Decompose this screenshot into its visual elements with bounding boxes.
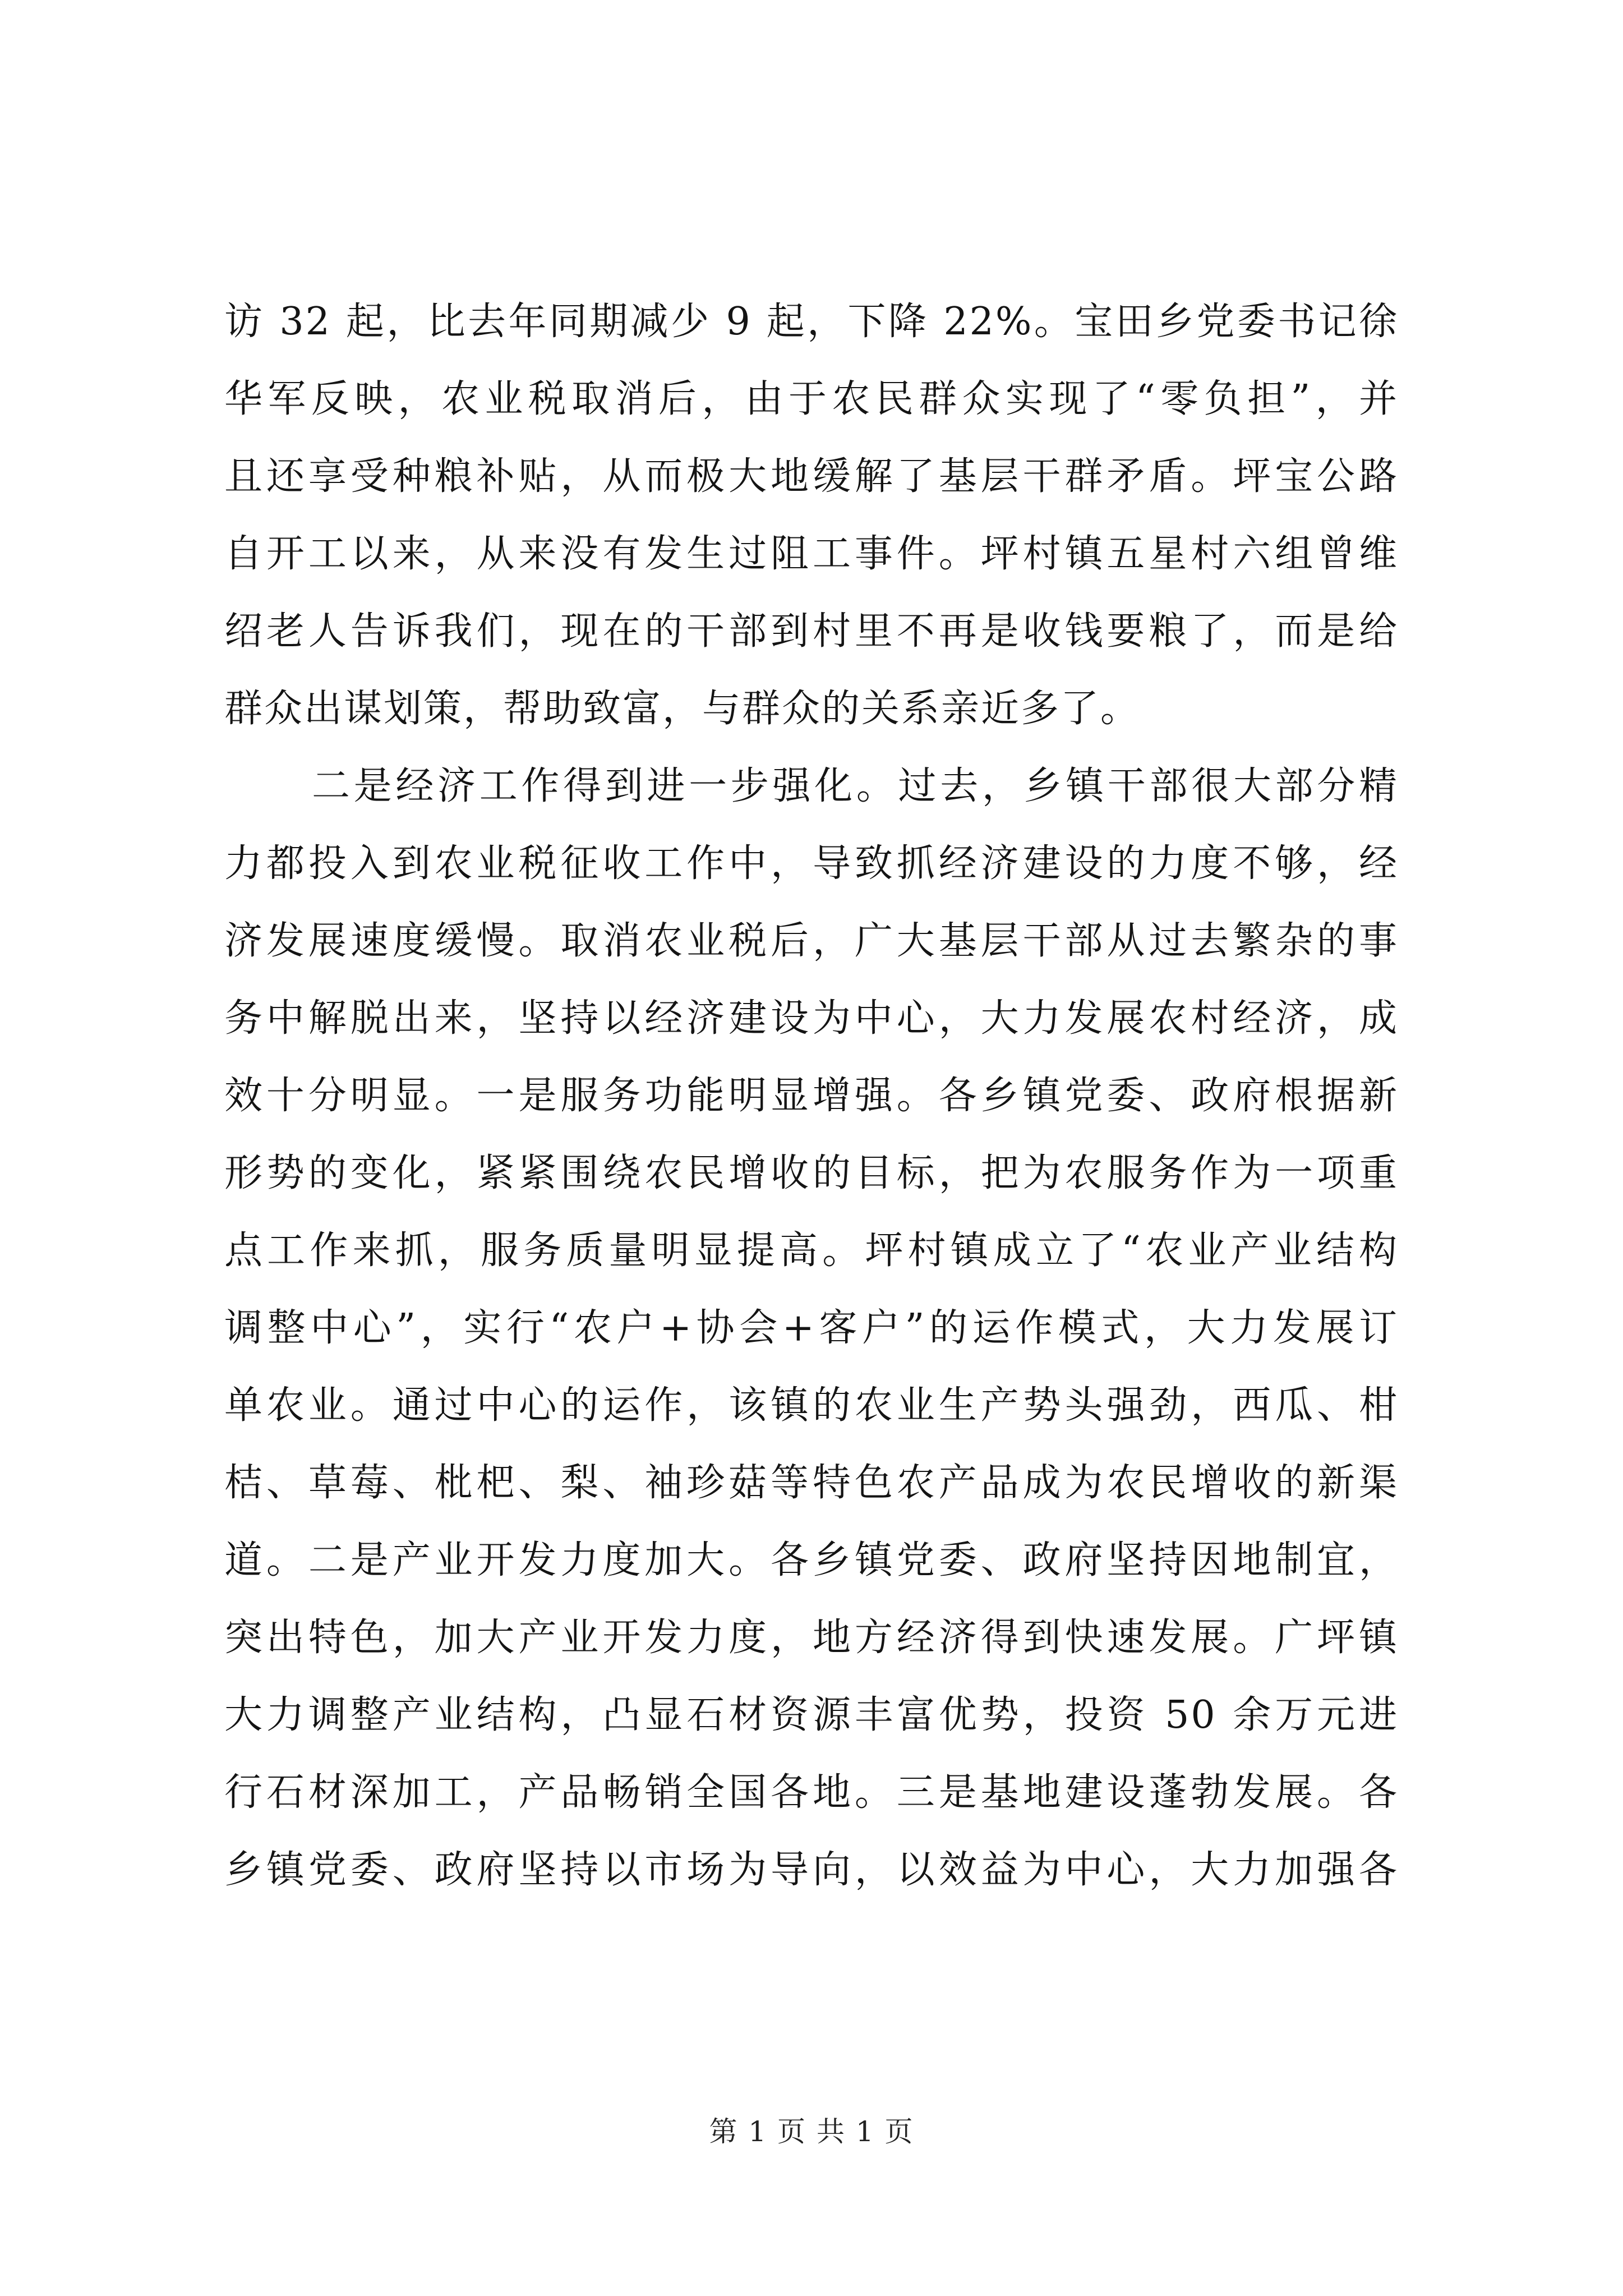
text-line: 大力调整产业结构，凸显石材资源丰富优势，投资 50 余万元进 [224, 1693, 1399, 1737]
text-line: 且还享受种粮补贴，从而极大地缓解了基层干群矛盾。坪宝公路 [224, 454, 1399, 499]
text-line: 桔、草莓、枇杷、梨、袖珍菇等特色农产品成为农民增收的新渠 [224, 1461, 1399, 1505]
text-line: 务中解脱出来，坚持以经济建设为中心，大力发展农村经济，成 [224, 996, 1399, 1041]
text-line: 单农业。通过中心的运作，该镇的农业生产势头强劲，西瓜、柑 [224, 1383, 1399, 1428]
text-line: 乡镇党委、政府坚持以市场为导向，以效益为中心，大力加强各 [224, 1848, 1399, 1892]
text-line: 访 32 起，比去年同期减少 9 起，下降 22%。宝田乡党委书记徐 [224, 300, 1399, 344]
text-line: 群众出谋划策，帮助致富，与群众的关系亲近多了。 [224, 687, 1141, 731]
page-footer [0, 2109, 1623, 2150]
text-line: 力都投入到农业税征收工作中，导致抓经济建设的力度不够，经 [224, 841, 1399, 886]
text-line: 自开工以来，从来没有发生过阻工事件。坪村镇五星村六组曾维 [224, 532, 1399, 576]
text-line: 形势的变化，紧紧围绕农民增收的目标，把为农服务作为一项重 [224, 1151, 1399, 1195]
paragraph-first-line: 二是经济工作得到进一步强化。过去，乡镇干部很大部分精 [312, 764, 1399, 808]
text-line: 道。二是产业开发力度加大。各乡镇党委、政府坚持因地制宜， [224, 1538, 1399, 1582]
text-line: 行石材深加工，产品畅销全国各地。三是基地建设蓬勃发展。各 [224, 1770, 1399, 1815]
page-number-label: 第 1 页 共 1 页 [709, 2115, 914, 2148]
text-line: 效十分明显。一是服务功能明显增强。各乡镇党委、政府根据新 [224, 1074, 1399, 1118]
document-body [224, 283, 1399, 1909]
text-line: 华军反映，农业税取消后，由于农民群众实现了“零负担”，并 [224, 377, 1399, 421]
text-line: 济发展速度缓慢。取消农业税后，广大基层干部从过去繁杂的事 [224, 919, 1399, 963]
text-line: 点工作来抓，服务质量明显提高。坪村镇成立了“农业产业结构 [224, 1228, 1399, 1273]
text-line: 调整中心”，实行“农户+协会+客户”的运作模式，大力发展订 [224, 1306, 1399, 1350]
text-line: 突出特色，加大产业开发力度，地方经济得到快速发展。广坪镇 [224, 1616, 1399, 1660]
text-line: 绍老人告诉我们，现在的干部到村里不再是收钱要粮了，而是给 [224, 609, 1399, 654]
